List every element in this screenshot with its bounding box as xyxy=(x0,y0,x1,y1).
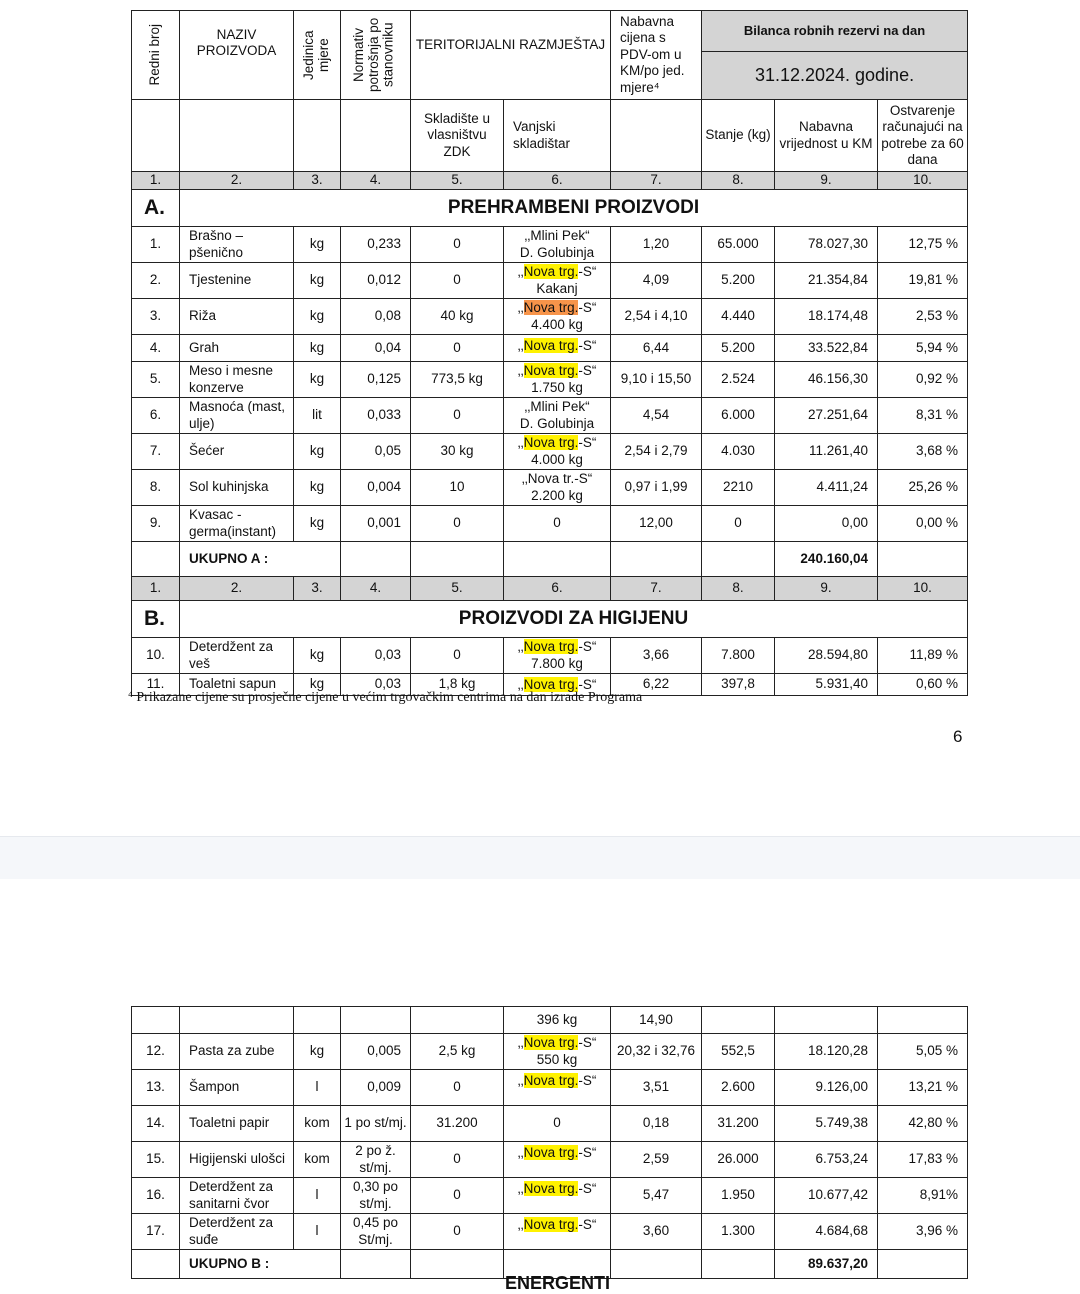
external-warehouse: ‚‚Mlini Pek“ D. Golubinja xyxy=(504,398,611,434)
reserves-table-page-1 xyxy=(131,10,968,696)
row-number: 11. xyxy=(132,674,180,696)
external-warehouse xyxy=(504,1142,611,1178)
external-warehouse: ‚‚Nova trg.-S“ 1.750 kg xyxy=(504,362,611,398)
product-name: Toaletni sapun xyxy=(180,674,294,696)
product-name: Šampon xyxy=(180,1070,294,1106)
section-title: PREHRAMBENI PROIZVODI xyxy=(180,190,968,227)
purchase-price: 1,20 xyxy=(611,227,702,263)
purchase-value: 4.411,24 xyxy=(775,470,878,506)
purchase-price: 3,51 xyxy=(611,1070,702,1106)
section-b-header xyxy=(132,601,968,638)
unit: kg xyxy=(294,638,341,674)
row-number: 2. xyxy=(132,263,180,299)
product-name: Deterdžent za suđe xyxy=(180,1214,294,1250)
header-jedinica: Jedinica mjere xyxy=(294,11,341,100)
fulfilment-60-days: 5,05 % xyxy=(878,1034,968,1070)
vendor-highlight: Nova trg. xyxy=(523,363,579,379)
purchase-price: 12,00 xyxy=(611,506,702,542)
product-name: Kvasac - germa(instant) xyxy=(180,506,294,542)
external-warehouse: 0 xyxy=(504,1106,611,1142)
purchase-price: 2,54 i 2,79 xyxy=(611,434,702,470)
warehouse-zdk: 0 xyxy=(411,263,504,299)
normative: 2 po ž. st/mj. xyxy=(341,1142,411,1178)
fulfilment-60-days: 3,96 % xyxy=(878,1214,968,1250)
vanjski-suffix: -S“ xyxy=(578,1035,597,1051)
header-teritorijalni: TERITORIJALNI RAZMJEŠTAJ xyxy=(411,11,611,100)
warehouse-zdk: 2,5 kg xyxy=(411,1034,504,1070)
product-name: Pasta za zube xyxy=(180,1034,294,1070)
purchase-value: 18.174,48 xyxy=(775,299,878,335)
total-a-row xyxy=(132,542,968,577)
header-ostvarenje: Ostvarenje računajući na potrebe za 60 dana xyxy=(878,100,968,172)
table-row xyxy=(132,1214,968,1250)
normative: 0,04 xyxy=(341,335,411,362)
warehouse-zdk: 40 kg xyxy=(411,299,504,335)
vanjski-suffix: -S“ xyxy=(578,264,597,280)
row-number: 15. xyxy=(132,1142,180,1178)
vanjski-suffix: -S“ xyxy=(578,1181,597,1196)
vanjski-suffix: -S“ xyxy=(578,300,597,316)
warehouse-zdk: 10 xyxy=(411,470,504,506)
normative: 0,05 xyxy=(341,434,411,470)
total-label: UKUPNO A : xyxy=(180,542,341,577)
vanjski-suffix: -S“ xyxy=(578,435,597,451)
warehouse-zdk: 0 xyxy=(411,1070,504,1106)
header-redni-broj: Redni broj xyxy=(132,11,180,100)
row-number: 4. xyxy=(132,335,180,362)
header-nabavna-vrijednost: Nabavna vrijednost u KM xyxy=(775,100,878,172)
vendor-highlight: Nova trg. xyxy=(523,1035,579,1051)
table-row xyxy=(132,638,968,674)
table-row xyxy=(132,1070,968,1106)
stock: 65.000 xyxy=(702,227,775,263)
table-row xyxy=(132,1142,968,1178)
external-warehouse: ‚‚Nova tr.-S“ 2.200 kg xyxy=(504,470,611,506)
unit: kg xyxy=(294,674,341,696)
warehouse-zdk: 773,5 kg xyxy=(411,362,504,398)
next-section-title: ENERGENTI xyxy=(505,1273,611,1293)
stock: 5.200 xyxy=(702,263,775,299)
product-name: Grah xyxy=(180,335,294,362)
purchase-price: 5,47 xyxy=(611,1178,702,1214)
section-a-header xyxy=(132,190,968,227)
unit: kg xyxy=(294,506,341,542)
stock: 2210 xyxy=(702,470,775,506)
external-warehouse: ‚‚Mlini Pek“ D. Golubinja xyxy=(504,227,611,263)
product-name: Meso i mesne konzerve xyxy=(180,362,294,398)
warehouse-zdk: 0 xyxy=(411,638,504,674)
table-row xyxy=(132,335,968,362)
vanjski-prefix: ‚‚ xyxy=(517,363,524,379)
table-row xyxy=(132,299,968,335)
vanjski-prefix: ‚‚ xyxy=(517,264,524,280)
table-row xyxy=(132,227,968,263)
table-row xyxy=(132,263,968,299)
purchase-value: 4.684,68 xyxy=(775,1214,878,1250)
product-name: Tjestenine xyxy=(180,263,294,299)
row-number: 1. xyxy=(132,227,180,263)
purchase-value: 28.594,80 xyxy=(775,638,878,674)
warehouse-zdk: 31.200 xyxy=(411,1106,504,1142)
fulfilment-60-days: 19,81 % xyxy=(878,263,968,299)
external-warehouse: 0 xyxy=(504,506,611,542)
purchase-value: 10.677,42 xyxy=(775,1178,878,1214)
external-warehouse: ‚‚Nova trg.-S“ 4.400 kg xyxy=(504,299,611,335)
normative: 0,08 xyxy=(341,299,411,335)
purchase-price: 4,09 xyxy=(611,263,702,299)
purchase-price: 6,22 xyxy=(611,674,702,696)
vanjski-prefix: ‚‚ xyxy=(517,1181,524,1196)
total-value: 240.160,04 xyxy=(775,542,878,577)
table-row xyxy=(132,362,968,398)
purchase-price: 9,10 i 15,50 xyxy=(611,362,702,398)
fulfilment-60-days: 0,60 % xyxy=(878,674,968,696)
unit: l xyxy=(294,1070,341,1106)
external-warehouse xyxy=(504,1070,611,1106)
unit: kom xyxy=(294,1142,341,1178)
fulfilment-60-days: 0,92 % xyxy=(878,362,968,398)
normative: 0,012 xyxy=(341,263,411,299)
row-number: 7. xyxy=(132,434,180,470)
row-number: 13. xyxy=(132,1070,180,1106)
external-warehouse: ‚‚Nova trg.-S“ 550 kg xyxy=(504,1034,611,1070)
footnote: ⁴ Prikazane cijene su prosječne cijene u većim trgovačkim centrima na dan izrade Programa xyxy=(128,690,643,705)
header-nabavna-cijena: Nabavna cijena s PDV-om u KM/po jed. mjere⁴ xyxy=(611,11,702,100)
vanjski-prefix: ‚‚ xyxy=(517,1035,524,1051)
fulfilment-60-days: 13,21 % xyxy=(878,1070,968,1106)
normative: 0,233 xyxy=(341,227,411,263)
stock: 2.600 xyxy=(702,1070,775,1106)
external-warehouse xyxy=(504,335,611,362)
header-datum: 31.12.2024. godine. xyxy=(702,52,968,100)
purchase-value: 21.354,84 xyxy=(775,263,878,299)
normative: 0,009 xyxy=(341,1070,411,1106)
row-number: 10. xyxy=(132,638,180,674)
stock: 7.800 xyxy=(702,638,775,674)
stock: 6.000 xyxy=(702,398,775,434)
warehouse-zdk: 1,8 kg xyxy=(411,674,504,696)
purchase-price: 6,44 xyxy=(611,335,702,362)
product-name: Sol kuhinjska xyxy=(180,470,294,506)
fulfilment-60-days: 11,89 % xyxy=(878,638,968,674)
purchase-value: 46.156,30 xyxy=(775,362,878,398)
normative: 0,03 xyxy=(341,638,411,674)
header-stanje: Stanje (kg) xyxy=(702,100,775,172)
warehouse-zdk: 0 xyxy=(411,398,504,434)
warehouse-zdk: 0 xyxy=(411,506,504,542)
fulfilment-60-days: 25,26 % xyxy=(878,470,968,506)
external-warehouse xyxy=(504,1214,611,1250)
fulfilment-60-days: 5,94 % xyxy=(878,335,968,362)
table-row xyxy=(132,434,968,470)
stock: 2.524 xyxy=(702,362,775,398)
unit: l xyxy=(294,1178,341,1214)
fulfilment-60-days: 8,91% xyxy=(878,1178,968,1214)
unit: kg xyxy=(294,263,341,299)
header-vanjski: Vanjski skladištar xyxy=(504,100,611,172)
page-gap xyxy=(0,836,1080,879)
vendor-highlight: Nova trg. xyxy=(523,1217,579,1232)
vendor-highlight: Nova trg. xyxy=(523,264,579,280)
normative: 0,001 xyxy=(341,506,411,542)
fulfilment-60-days: 8,31 % xyxy=(878,398,968,434)
column-numbers-row: 1. 2. 3. 4. 5. 6. 7. 8. 9. 10. xyxy=(132,172,968,190)
product-name: Brašno –pšenično xyxy=(180,227,294,263)
fulfilment-60-days: 42,80 % xyxy=(878,1106,968,1142)
purchase-value: 27.251,64 xyxy=(775,398,878,434)
vanjski-prefix: ‚‚ xyxy=(517,1217,524,1232)
warehouse-zdk: 0 xyxy=(411,335,504,362)
stock: 1.950 xyxy=(702,1178,775,1214)
external-warehouse: ‚‚Nova trg.-S“ Kakanj xyxy=(504,263,611,299)
stock: 1.300 xyxy=(702,1214,775,1250)
stock: 397,8 xyxy=(702,674,775,696)
vanjski-prefix: ‚‚ xyxy=(517,300,524,316)
section-letter: B. xyxy=(132,601,180,638)
table-row xyxy=(132,506,968,542)
vendor-highlight: Nova trg. xyxy=(523,435,579,451)
row-number: 16. xyxy=(132,1178,180,1214)
external-warehouse: ‚‚Nova trg.-S“ 7.800 kg xyxy=(504,638,611,674)
vanjski-suffix: -S“ xyxy=(578,338,597,353)
stock: 552,5 xyxy=(702,1034,775,1070)
stock: 4.440 xyxy=(702,299,775,335)
table-row xyxy=(132,1034,968,1070)
fulfilment-60-days: 2,53 % xyxy=(878,299,968,335)
product-name: Higijenski ulošci xyxy=(180,1142,294,1178)
stock: 4.030 xyxy=(702,434,775,470)
vendor-highlight: Nova trg. xyxy=(523,639,579,655)
vendor-highlight: Nova trg. xyxy=(523,1145,579,1160)
row-number: 12. xyxy=(132,1034,180,1070)
purchase-price: 3,60 xyxy=(611,1214,702,1250)
vendor-highlight: Nova trg. xyxy=(523,1181,579,1196)
continued-row: 396 kg 14,90 xyxy=(132,1007,968,1034)
header-normativ: Normativ potrošnja po stanovniku xyxy=(341,11,411,100)
normative: 0,004 xyxy=(341,470,411,506)
table-row xyxy=(132,398,968,434)
product-name: Deterdžent za sanitarni čvor xyxy=(180,1178,294,1214)
product-name: Riža xyxy=(180,299,294,335)
vendor-highlight: Nova trg. xyxy=(523,1073,579,1088)
vanjski-suffix: -S“ xyxy=(578,639,597,655)
total-label: UKUPNO B : xyxy=(180,1250,341,1279)
normative: 0,03 xyxy=(341,674,411,696)
purchase-price: 2,59 xyxy=(611,1142,702,1178)
purchase-value: 0,00 xyxy=(775,506,878,542)
stock: 31.200 xyxy=(702,1106,775,1142)
unit: kg xyxy=(294,299,341,335)
vanjski-prefix: ‚‚ xyxy=(517,639,524,655)
vanjski-suffix: -S“ xyxy=(578,363,597,379)
vanjski-prefix: ‚‚ xyxy=(517,435,524,451)
unit: kg xyxy=(294,1034,341,1070)
vanjski-prefix: ‚‚ xyxy=(517,1073,524,1088)
vanjski-suffix: -S“ xyxy=(578,1073,597,1088)
unit: kg xyxy=(294,470,341,506)
column-numbers-row: 1. 2. 3. 4. 5. 6. 7. 8. 9. 10. xyxy=(132,577,968,601)
row-number: 17. xyxy=(132,1214,180,1250)
purchase-value: 9.126,00 xyxy=(775,1070,878,1106)
header-bilanca: Bilanca robnih rezervi na dan xyxy=(702,11,968,52)
row-number: 9. xyxy=(132,506,180,542)
purchase-value: 78.027,30 xyxy=(775,227,878,263)
vendor-highlight: Nova trg. xyxy=(523,300,579,316)
purchase-value: 5.749,38 xyxy=(775,1106,878,1142)
vanjski-prefix: ‚‚ xyxy=(517,338,524,353)
table-row xyxy=(132,470,968,506)
vanjski-suffix: -S“ xyxy=(578,677,597,692)
vanjski-suffix: -S“ xyxy=(578,1145,597,1160)
purchase-value: 18.120,28 xyxy=(775,1034,878,1070)
unit: kg xyxy=(294,434,341,470)
stock: 26.000 xyxy=(702,1142,775,1178)
row-number: 8. xyxy=(132,470,180,506)
vendor-highlight: Nova trg. xyxy=(523,338,579,353)
purchase-value: 11.261,40 xyxy=(775,434,878,470)
stock: 0 xyxy=(702,506,775,542)
normative: 0,033 xyxy=(341,398,411,434)
section-title: PROIZVODI ZA HIGIJENU xyxy=(180,601,968,638)
external-warehouse xyxy=(504,1178,611,1214)
purchase-price: 2,54 i 4,10 xyxy=(611,299,702,335)
page-number: 6 xyxy=(953,727,963,746)
warehouse-zdk: 30 kg xyxy=(411,434,504,470)
section-letter: A. xyxy=(132,190,180,227)
fulfilment-60-days: 3,68 % xyxy=(878,434,968,470)
vanjski-suffix: -S“ xyxy=(578,1217,597,1232)
reserves-table-page-2 xyxy=(131,1006,968,1279)
unit: kg xyxy=(294,227,341,263)
purchase-price: 20,32 i 32,76 xyxy=(611,1034,702,1070)
row-number: 14. xyxy=(132,1106,180,1142)
fulfilment-60-days: 0,00 % xyxy=(878,506,968,542)
warehouse-zdk: 0 xyxy=(411,1142,504,1178)
product-name: Deterdžent za veš xyxy=(180,638,294,674)
unit: kom xyxy=(294,1106,341,1142)
normative: 0,30 po st/mj. xyxy=(341,1178,411,1214)
normative: 0,005 xyxy=(341,1034,411,1070)
unit: lit xyxy=(294,398,341,434)
warehouse-zdk: 0 xyxy=(411,1214,504,1250)
normative: 0,125 xyxy=(341,362,411,398)
table-row xyxy=(132,1178,968,1214)
vanjski-prefix: ‚‚ xyxy=(517,1145,524,1160)
unit: kg xyxy=(294,335,341,362)
vanjski-prefix: ‚‚ xyxy=(517,677,524,692)
vendor-highlight: Nova trg. xyxy=(523,677,579,692)
purchase-price: 4,54 xyxy=(611,398,702,434)
fulfilment-60-days: 12,75 % xyxy=(878,227,968,263)
product-name: Šećer xyxy=(180,434,294,470)
fulfilment-60-days: 17,83 % xyxy=(878,1142,968,1178)
external-warehouse: ‚‚Nova trg.-S“ 4.000 kg xyxy=(504,434,611,470)
normative: 1 po st/mj. xyxy=(341,1106,411,1142)
header-naziv: NAZIV PROIZVODA xyxy=(180,11,294,100)
stock: 5.200 xyxy=(702,335,775,362)
total-value: 89.637,20 xyxy=(775,1250,878,1279)
unit: l xyxy=(294,1214,341,1250)
unit: kg xyxy=(294,362,341,398)
purchase-value: 6.753,24 xyxy=(775,1142,878,1178)
purchase-value: 5.931,40 xyxy=(775,674,878,696)
row-number: 3. xyxy=(132,299,180,335)
header-skladiste: Skladište u vlasništvu ZDK xyxy=(411,100,504,172)
warehouse-zdk: 0 xyxy=(411,1178,504,1214)
purchase-price: 0,18 xyxy=(611,1106,702,1142)
purchase-price: 3,66 xyxy=(611,638,702,674)
row-number: 6. xyxy=(132,398,180,434)
purchase-value: 33.522,84 xyxy=(775,335,878,362)
table-row xyxy=(132,1106,968,1142)
product-name: Toaletni papir xyxy=(180,1106,294,1142)
purchase-price: 0,97 i 1,99 xyxy=(611,470,702,506)
product-name: Masnoća (mast, ulje) xyxy=(180,398,294,434)
normative: 0,45 po St/mj. xyxy=(341,1214,411,1250)
row-number: 5. xyxy=(132,362,180,398)
warehouse-zdk: 0 xyxy=(411,227,504,263)
